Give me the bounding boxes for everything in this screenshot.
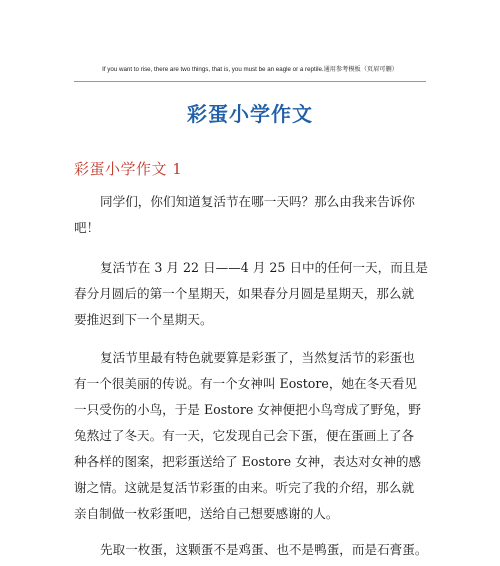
paragraph-line: 有一个很美丽的传说。有一个女神叫 Eostore，她在冬天看见 bbox=[74, 376, 418, 391]
paragraph-line: 春分月圆后的第一个星期天，如果春分月圆是星期天，那么就 bbox=[74, 286, 415, 301]
paragraph-line: 同学们，你们知道复活节在哪一天吗？那么由我来告诉你 bbox=[100, 194, 415, 209]
document-title: 彩蛋小学作文 bbox=[187, 102, 313, 126]
page-header-text: If you want to rise, there are two things, that is, you must be an eagle or a reptile.通用参考模板（页眉可删） bbox=[102, 66, 398, 73]
paragraph-line: 亲自制做一枚彩蛋吧，送给自己想要感谢的人。 bbox=[74, 506, 339, 521]
paragraph-line: 先取一枚蛋，这颗蛋不是鸡蛋、也不是鸭蛋，而是石膏蛋。 bbox=[100, 542, 428, 557]
paragraph-4 bbox=[74, 537, 426, 563]
paragraph-line: 吧！ bbox=[74, 220, 100, 235]
paragraph-line: 种各样的图案，把彩蛋送给了 Eostore 女神，表达对女神的感 bbox=[74, 454, 422, 469]
header-divider bbox=[74, 81, 426, 82]
paragraph-1 bbox=[74, 189, 426, 241]
paragraph-line: 复活节里最有特色就要算是彩蛋了，当然复活节的彩蛋也 bbox=[100, 350, 415, 365]
section-heading: 彩蛋小学作文 1 bbox=[74, 160, 183, 178]
paragraph-line: 复活节在 3 月 22 日——4 月 25 日中的任何一天，而且是 bbox=[100, 260, 428, 275]
paragraph-line: 谢之情。这就是复活节彩蛋的由来。听完了我的介绍，那么就 bbox=[74, 480, 415, 495]
paragraph-2 bbox=[74, 255, 426, 333]
paragraph-line: 一只受伤的小鸟，于是 Eostore 女神便把小鸟弯成了野兔，野 bbox=[74, 402, 422, 417]
paragraph-3 bbox=[74, 345, 426, 527]
paragraph-line: 兔熬过了冬天。有一天，它发现自己会下蛋，便在蛋画上了各 bbox=[74, 428, 415, 443]
paragraph-line: 要推迟到下一个星期天。 bbox=[74, 312, 213, 327]
